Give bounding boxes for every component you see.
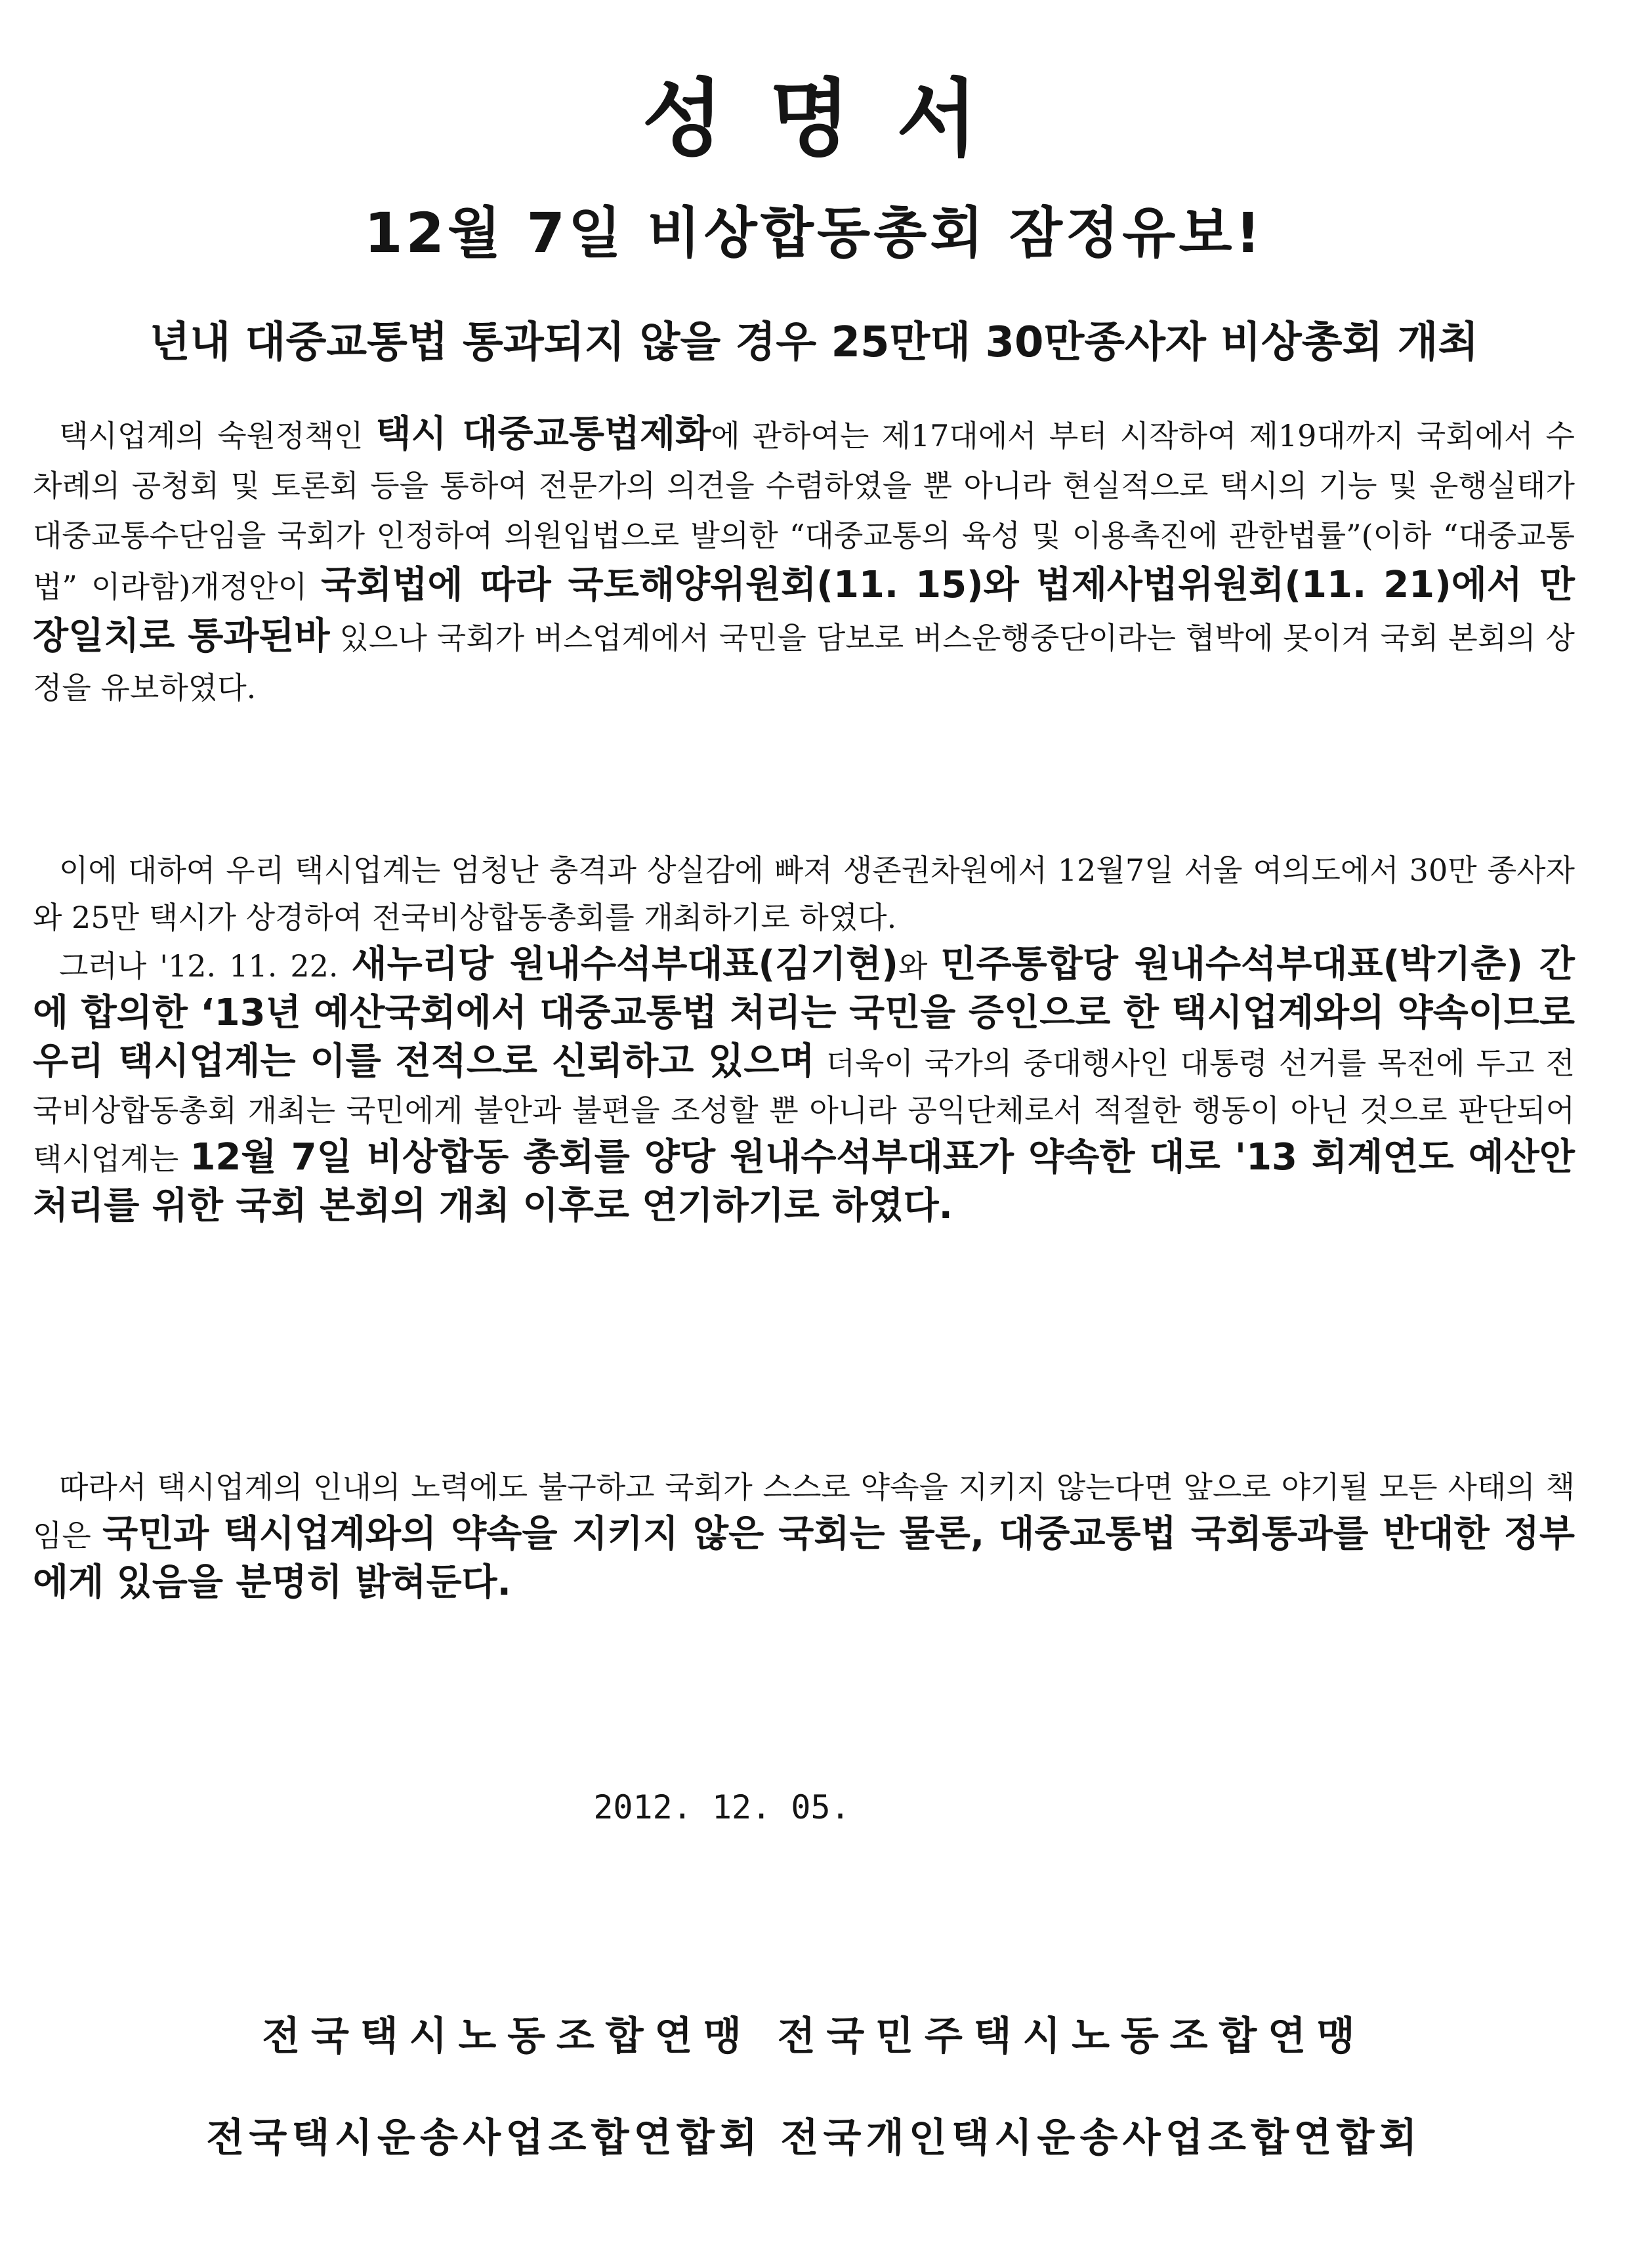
p1-bold-4: 만장일치로 통과된바: [33, 564, 1575, 658]
p2-text-2: 그러나 '12. 11. 22.: [59, 948, 352, 984]
p1-text-4: (11. 21)에서: [1284, 564, 1539, 606]
p1-text-3: (11. 15)와: [816, 564, 1036, 606]
p1-text-5: 있으나 국회가 버스업계에서 국민을 담보로 버스운행중단이라는 협박에 못이겨 국회 본회의 상정을 유보하였다.: [33, 620, 1575, 705]
subheadline: 년내 대중교통법 통과되지 않을 경우 25만대 30만종사자 비상총회 개최: [149, 318, 1479, 367]
p1-bold-3: 법제사법위원회: [1035, 564, 1285, 606]
p1-bold-1: 택시 대중교통법제화: [375, 413, 711, 455]
organizations-line-2: 전국택시운송사업조합연합회 전국개인택시운송사업조합연합회: [206, 2115, 1422, 2161]
p2-text-3: 와: [898, 948, 941, 984]
p1-bold-2: 국회법에 따라 국토해양위원회: [321, 564, 817, 606]
p3-bold-1: 국민과 택시업계와의 약속을 지키지 않은 국회는 물론, 대중교통법 국회통과를 반대한 정부에게 있음을 분명히 밝혀둔다.: [33, 1513, 1575, 1604]
p2-bold-3: 12월 7일 비상합동 총회를 양당 원내수석부대표가 약속한 대로 '13 회계연도 예산안 처리를 위한 국회 본회의 개최 이후로 연기하기로 하였다.: [33, 1136, 1575, 1227]
p1-text-2: 에 관하여는 제17대에서 부터 시작하여 제19대까지 국회에서 수차례의 공청회 및 토론회 등을 통하여 전문가의 의견을 수렴하였을 뿐 아니라 현실적으로 택시의 기능 및 운행실태가 대중교통수단임을 국회가 인정하여 의원입법으로 발의한 “대중교통의 육성 및 이용촉진에 관한법률”(이하 “대중교통법” 이라함)개정안이: [33, 418, 1575, 604]
paragraph-1: [33, 410, 1575, 713]
document-title: 성 명 서: [642, 70, 986, 168]
statement-date: 2012. 12. 05.: [593, 1788, 850, 1826]
paragraph-3: [33, 1463, 1575, 1608]
p1-text-1: 택시업계의 숙원정책인: [59, 418, 376, 453]
headline: 12월 7일 비상합동총회 잠정유보!: [364, 201, 1264, 265]
p2-text-1: 이에 대하여 우리 택시업계는 엄청난 충격과 상실감에 빠져 생존권차원에서 12월7일 서울 여의도에서 30만 종사자와 25만 택시가 상경하여 전국비상합동총회를 개최하기로 하였다.: [33, 852, 1575, 935]
paragraph-2: [33, 847, 1575, 1231]
p2-bold-1: 새누리당 원내수석부대표(김기현): [351, 943, 898, 986]
p2-bold-2: 민주통합당 원내수석부대표(박기춘) 간에 합의한 ‘13년 예산국회에서 대중교통법 처리는 국민을 증인으로 한 택시업계와의 약속이므로 우리 택시업계는 이를 전적으로 신뢰하고 있으며: [33, 943, 1575, 1083]
organizations-line-1: 전국택시노동조합연맹 전국민주택시노동조합연맹: [262, 2013, 1366, 2059]
p3-text-1: 따라서 택시업계의 인내의 노력에도 불구하고 국회가 스스로 약속을 지키지 않는다면 앞으로 야기될 모든 사태의 책임은: [33, 1469, 1575, 1553]
p2-text-4: 더욱이 국가의 중대행사인 대통령 선거를 목전에 두고 전국비상합동총회 개최는 국민에게 불안과 불편을 조성할 뿐 아니라 공익단체로서 적절한 행동이 아닌 것으로 판단되어 택시업계는: [33, 1045, 1575, 1177]
